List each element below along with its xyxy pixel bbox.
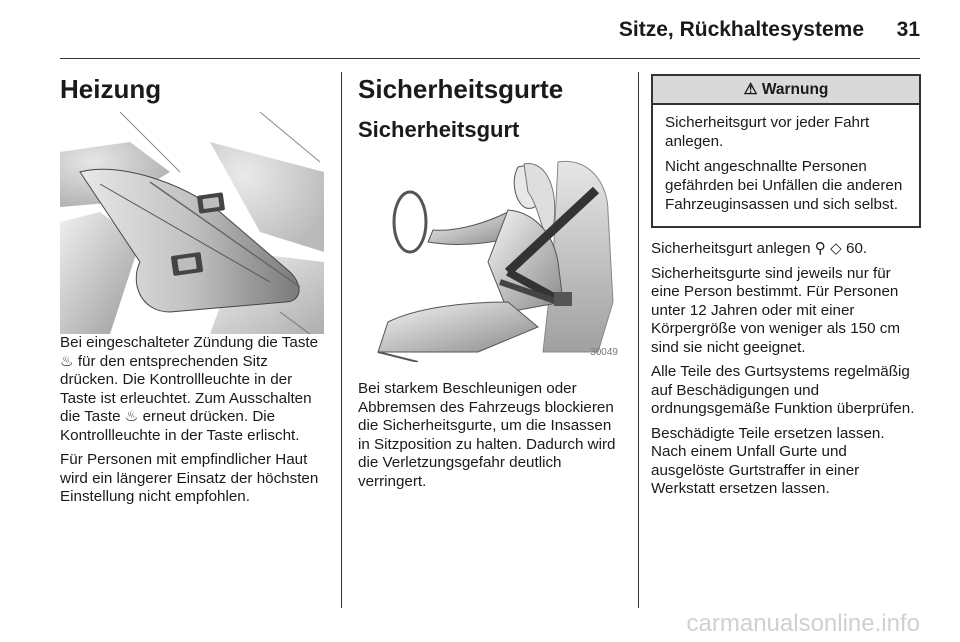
column-warning — [651, 74, 921, 505]
column-divider — [638, 72, 639, 608]
heading-sicherheitsgurte: Sicherheitsgurte — [358, 74, 564, 104]
driver-wearing-seatbelt-drawing — [358, 152, 622, 362]
warning-header — [653, 76, 919, 105]
page-number: 31 — [896, 18, 920, 41]
page-section-title: Sitze, Rückhaltesysteme — [618, 18, 864, 41]
column-heating — [60, 74, 324, 513]
warning-title: Warnung — [761, 81, 829, 98]
paragraph-fasten-reference: Sicherheitsgurt anlegen ⚲ ◇ 60. — [651, 240, 868, 257]
warning-box — [651, 74, 921, 228]
column-seatbelts — [358, 74, 622, 497]
warning-line: Sicherheitsgurt vor jeder Fahrt anlegen. — [665, 114, 870, 150]
warning-body — [653, 105, 919, 226]
watermark: carmanualsonline.info — [686, 610, 920, 637]
heading-heizung: Heizung — [60, 74, 162, 104]
paragraph-heating-operation: Bei eingeschalteter Zündung die Taste ♨ für den entsprechenden Sitz drücken. Die Kontrollleuchte in der Taste ist erleuchtet. Zum Ausschalten die Taste ♨ erneut drücken. Die Kontrollleuchte in der Taste erlischt. — [60, 334, 319, 444]
warning-triangle-icon: ⚠ — [743, 81, 758, 98]
header-rule — [60, 58, 920, 59]
paragraph-check-parts: Alle Teile des Gurtsystems regelmäßig auf Beschädigungen und ordnungsgemäße Funktion überprüfen. — [651, 363, 915, 417]
seatbelt-driver-illustration — [358, 152, 622, 362]
center-console-drawing — [60, 112, 324, 334]
paragraph-heating-note: Für Personen mit empfindlicher Haut wird ein längerer Einsatz der höchsten Einstellung nicht empfohlen. — [60, 451, 319, 505]
column-divider — [341, 72, 342, 608]
warning-line: Nicht angeschnallte Personen gefährden bei Unfällen die anderen Fahrzeuginsassen und sich selbst. — [665, 158, 903, 213]
paragraph-seatbelt-function: Bei starkem Beschleunigen oder Abbremsen des Fahrzeugs blockieren die Sicherheitsgurte, um die Insassen in Sitzposition zu halten. Dadurch wird die Verletzungsgefahr deutlich verringert. — [358, 380, 616, 490]
page-header — [0, 0, 960, 58]
seat-heating-buttons-illustration — [60, 112, 324, 334]
subheading-sicherheitsgurt: Sicherheitsgurt — [358, 117, 520, 142]
paragraph-replace-parts: Beschädigte Teile ersetzen lassen. Nach einem Unfall Gurte und ausgelöste Gurtstraffer in einer Werkstatt ersetzen lassen. — [651, 424, 885, 497]
paragraph-one-person: Sicherheitsgurte sind jeweils nur für eine Person bestimmt. Für Personen unter 12 Jahren oder mit einer Körpergröße von weniger als 150 cm sind sie nicht geeignet. — [651, 264, 901, 356]
figure-code: 30049 — [590, 347, 618, 358]
